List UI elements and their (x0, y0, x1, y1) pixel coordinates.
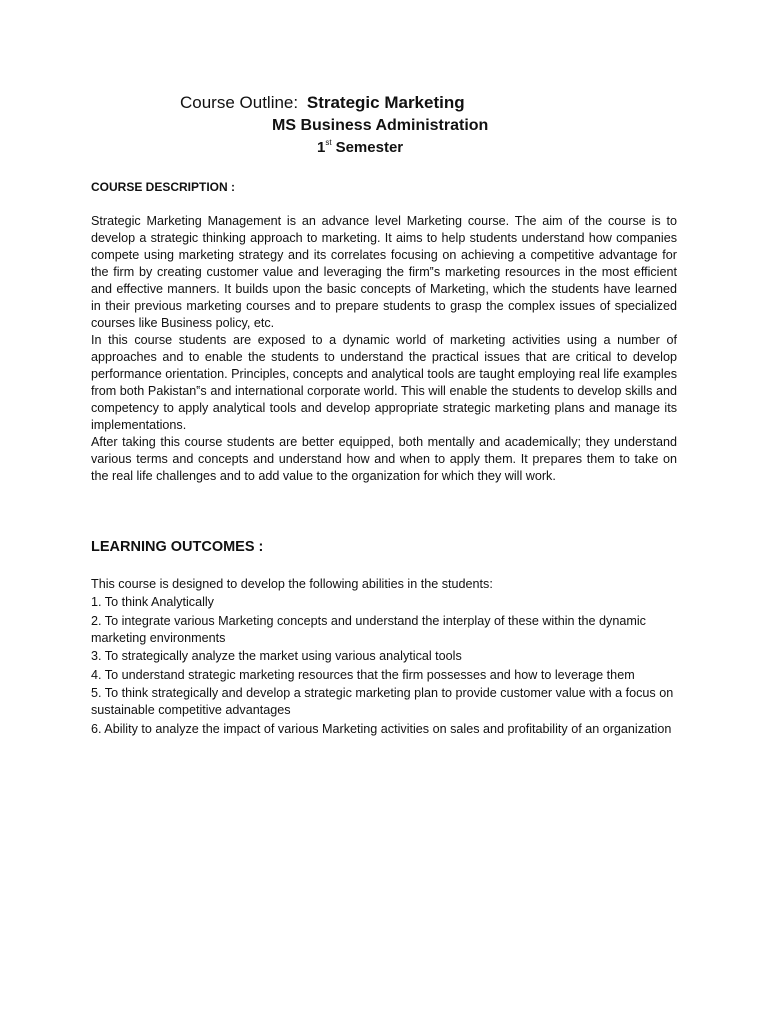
course-title-value: Strategic Marketing (306, 93, 465, 112)
list-item: 6. Ability to analyze the impact of various Marketing activities on sales and profitability of an organization (91, 721, 672, 736)
description-paragraph: Strategic Marketing Management is an advance level Marketing course. The aim of the course is to develop a strategic thinking approach to marketing. It aims to help students understand how companies compete using marketing strategy and its correlates focusing on achieving a competitive advantage for the firm by creating customer value and leveraging the firm‟s marketing resources in the most efficient and effective manners. It builds upon the basic concepts of Marketing, which the students have learned in their previous marketing courses and to prepare students to grasp the complex issues of specialized courses like Business policy, etc. (91, 214, 677, 330)
course-description-heading: COURSE DESCRIPTION : (91, 180, 236, 194)
description-paragraph: In this course students are exposed to a dynamic world of marketing activities using a number of approaches and to enable the students to understand the practical issues that are critical to develop performance orientation. Principles, concepts and analytical tools are taught employing real life examples from both Pakistan‟s and international corporate world. This will enable the students to develop skills and competency to apply analytical tools and develop appropriate strategic marketing plans and manage its implementations. (91, 333, 677, 432)
list-item: 2. To integrate various Marketing concepts and understand the interplay of these within the dynamic marketing environments (91, 613, 646, 645)
learning-outcomes-body (91, 576, 681, 739)
semester (317, 138, 403, 156)
semester-label: Semester (335, 139, 404, 156)
description-paragraph: After taking this course students are better equipped, both mentally and academically; they understand various terms and concepts and understand how and when to apply them. It prepares them to take on the real life challenges and to add value to the organization for which they will work. (91, 435, 677, 483)
learning-outcomes-intro: This course is designed to develop the following abilities in the students: (91, 577, 493, 591)
course-title-prefix: Course Outline: (180, 93, 299, 112)
list-item: 5. To think strategically and develop a strategic marketing plan to provide customer value with a focus on sustainable competitive advantages (91, 686, 674, 717)
list-item: 3. To strategically analyze the market using various analytical tools (91, 649, 462, 663)
course-title (180, 93, 465, 113)
course-description-body (91, 213, 677, 485)
learning-outcomes-list (91, 594, 681, 738)
list-item: 4. To understand strategic marketing resources that the firm possesses and how to leverage them (91, 667, 635, 682)
program-name: MS Business Administration (272, 117, 489, 134)
list-item: 1. To think Analytically (91, 595, 214, 609)
learning-outcomes-heading: LEARNING OUTCOMES : (91, 539, 264, 555)
semester-number: 1 (317, 139, 326, 156)
semester-suffix: st (325, 138, 332, 147)
